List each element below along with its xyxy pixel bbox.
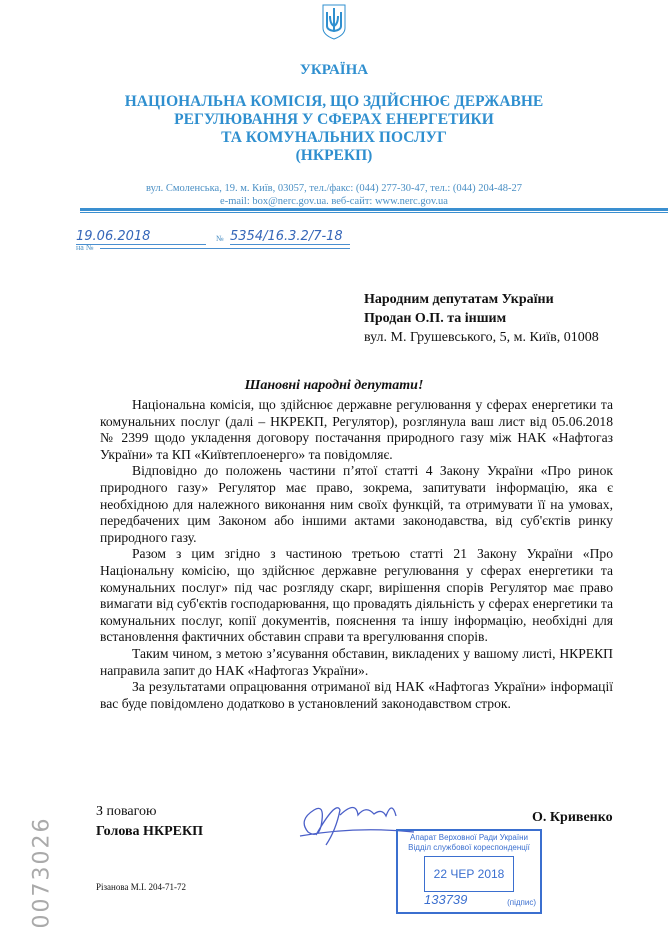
registration-stamp: [396, 829, 542, 914]
stamp-number: 133739: [424, 892, 468, 907]
signatory-position: Голова НКРЕКП: [96, 824, 204, 839]
org-line: РЕГУЛЮВАННЯ У СФЕРАХ ЕНЕРГЕТИКИ: [174, 111, 494, 128]
header-divider: [80, 208, 668, 211]
stamp-sign-label: (підпис): [507, 898, 536, 907]
org-line: (НКРЕКП): [295, 147, 373, 164]
side-registration-number: 0073026: [29, 816, 55, 929]
contacts-line: e-mail: box@nerc.gov.ua. веб-сайт: www.nerc.gov.ua: [220, 196, 448, 207]
stamp-line: Відділ службової кореспонденції: [408, 843, 530, 852]
paragraph: За результатами опрацювання отриманої від НАК «Нафтогаз України» інформації вас буде повідомлено додатково в установлений законодавством строк.: [100, 679, 613, 711]
closing: З повагою: [96, 804, 157, 819]
org-line: ТА КОМУНАЛЬНИХ ПОСЛУГ: [221, 129, 447, 146]
paragraph: Таким чином, з метою з’ясування обставин, викладених у вашому листі, НКРЕКП направила запит до НАК «Нафтогаз України».: [100, 645, 613, 678]
letter-body: [100, 397, 613, 712]
number-sign: №: [216, 234, 224, 243]
recipient-address: вул. М. Грушевського, 5, м. Київ, 01008: [364, 330, 599, 345]
outgoing-number: 5354/16.3.2/7-18: [230, 229, 350, 245]
reply-number-line: [100, 248, 350, 249]
executor-info: Різанова М.І. 204-71-72: [96, 882, 186, 892]
paragraph: Відповідно до положень частини п’ятої статті 4 Закону України «Про ринок природного газу» Регулятор має право, зокрема, запитувати інформацію, яка є необхідною для належного виконання ним своїх функцій, та отримувати її на умовах, передбачених цим Законом або іншими актами законодавства, від суб'єктів ринку природного газу.: [100, 463, 613, 545]
reply-label: на №: [76, 243, 94, 252]
stamp-date: 22 ЧЕР 2018: [424, 856, 514, 892]
paragraph: Разом з цим згідно з частиною третьою статті 21 Закону України «Про Національну комісію, що здійснює державне регулювання у сферах енергетики та комунальних послуг» під час розгляду скарг, вирішення спорів Регулятор має право вимагати від суб'єктів господарювання, що провадять діяльність у сферах енергетики та комунальних послуг, копії документів, пояснення та іншу інформацію, необхідні для встановлення фактичних обставин справи та врегулювання спорів.: [100, 546, 613, 645]
org-line: НАЦІОНАЛЬНА КОМІСІЯ, ЩО ЗДІЙСНЮЄ ДЕРЖАВНЕ: [124, 93, 544, 110]
recipient-block: [364, 290, 599, 347]
stamp-line: Апарат Верховної Ради України: [410, 833, 528, 842]
recipient-line: Продан О.П. та іншим: [364, 311, 507, 326]
paragraph: Національна комісія, що здійснює державне регулювання у сферах енергетики та комунальних послуг (далі – НКРЕКП, Регулятор), розглянула ваш лист від 05.06.2018 № 2399 щодо укладення договору постачання природного газу між НАК «Нафтогаз України» та КП «Київтеплоенерго» та повідомляє.: [100, 397, 613, 462]
trident-emblem-icon: [322, 4, 346, 45]
address-line: вул. Смоленська, 19. м. Київ, 03057, тел./факс: (044) 277-30-47, тел.: (044) 204-48-27: [145, 183, 523, 194]
country-name: УКРАЇНА: [299, 62, 369, 78]
signature-block: [96, 802, 203, 842]
signatory-name: О. Кривенко: [532, 810, 613, 825]
recipient-line: Народним депутатам України: [364, 292, 554, 307]
organization-name: [0, 93, 668, 165]
greeting: Шановні народні депутати!: [244, 378, 424, 393]
outgoing-date: 19.06.2018: [76, 229, 206, 245]
header-divider-thin: [80, 212, 668, 213]
organization-address: [0, 182, 668, 208]
